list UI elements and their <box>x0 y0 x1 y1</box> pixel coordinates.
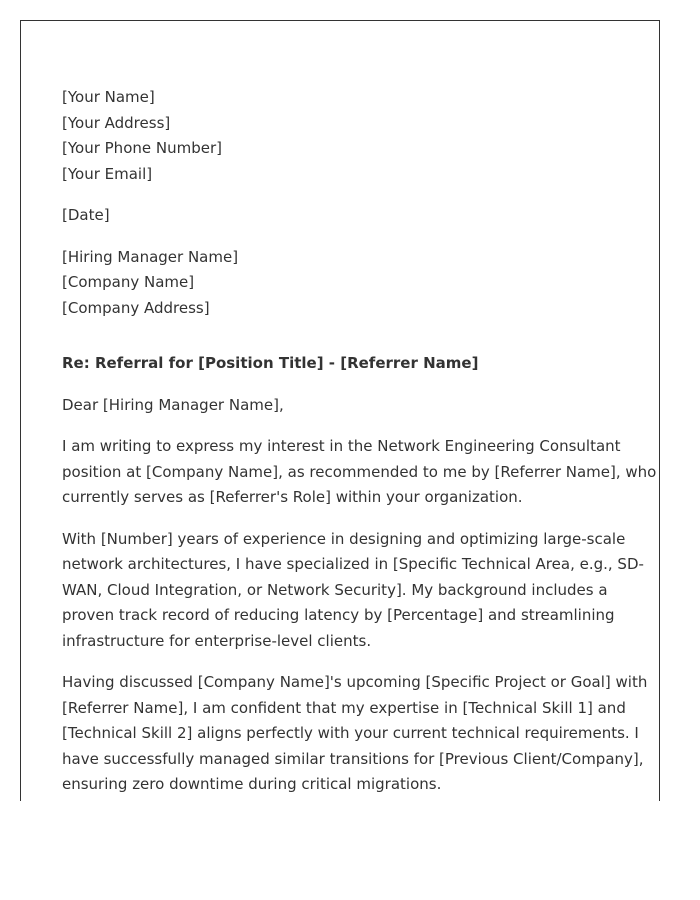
recipient-address: [Company Address] <box>62 298 210 317</box>
paragraph-line: [Referrer Name], I am confident that my expertise in [Technical Skill 1] and <box>62 698 626 717</box>
paragraph-line: proven track record of reducing latency by [Percentage] and streamlining <box>62 606 615 624</box>
letter-page <box>20 20 660 801</box>
paragraph-line: ensuring zero downtime during critical migrations. <box>62 775 442 793</box>
date-block <box>62 203 622 229</box>
paragraph-line: [Technical Skill 2] aligns perfectly with your current technical requirements. I <box>62 724 639 742</box>
sender-name: [Your Name] <box>62 88 155 106</box>
recipient-company: [Company Name] <box>62 273 195 291</box>
paragraph-line: Having discussed [Company Name]'s upcoming [Specific Project or Goal] with <box>62 673 648 691</box>
letter-date: [Date] <box>62 206 110 224</box>
sender-phone: [Your Phone Number] <box>62 139 222 157</box>
body-paragraph-1 <box>62 434 657 511</box>
sender-email: [Your Email] <box>62 164 153 183</box>
recipient-name: [Hiring Manager Name] <box>62 247 239 266</box>
paragraph-line: currently serves as [Referrer's Role] within your organization. <box>62 488 523 506</box>
paragraph-line: position at [Company Name], as recommended to me by [Referrer Name], who <box>62 462 657 481</box>
paragraph-line: network architectures, I have specialized in [Specific Technical Area, e.g., SD- <box>62 555 644 573</box>
letter-content <box>62 85 657 798</box>
paragraph-line: With [Number] years of experience in designing and optimizing large-scale <box>62 529 626 548</box>
body-paragraph-2 <box>62 527 644 655</box>
sender-block <box>62 85 622 187</box>
recipient-block <box>62 245 622 322</box>
letter-salutation: Dear [Hiring Manager Name], <box>62 395 284 414</box>
sender-address: [Your Address] <box>62 113 171 132</box>
paragraph-line: have successfully managed similar transitions for [Previous Client/Company], <box>62 749 644 768</box>
body-paragraph-3 <box>62 670 648 798</box>
paragraph-line: WAN, Cloud Integration, or Network Security]. My background includes a <box>62 580 608 599</box>
paragraph-line: I am writing to express my interest in the Network Engineering Consultant <box>62 437 621 455</box>
letter-subject: Re: Referral for [Position Title] - [Referrer Name] <box>62 354 479 372</box>
paragraph-line: infrastructure for enterprise-level clients. <box>62 631 372 650</box>
